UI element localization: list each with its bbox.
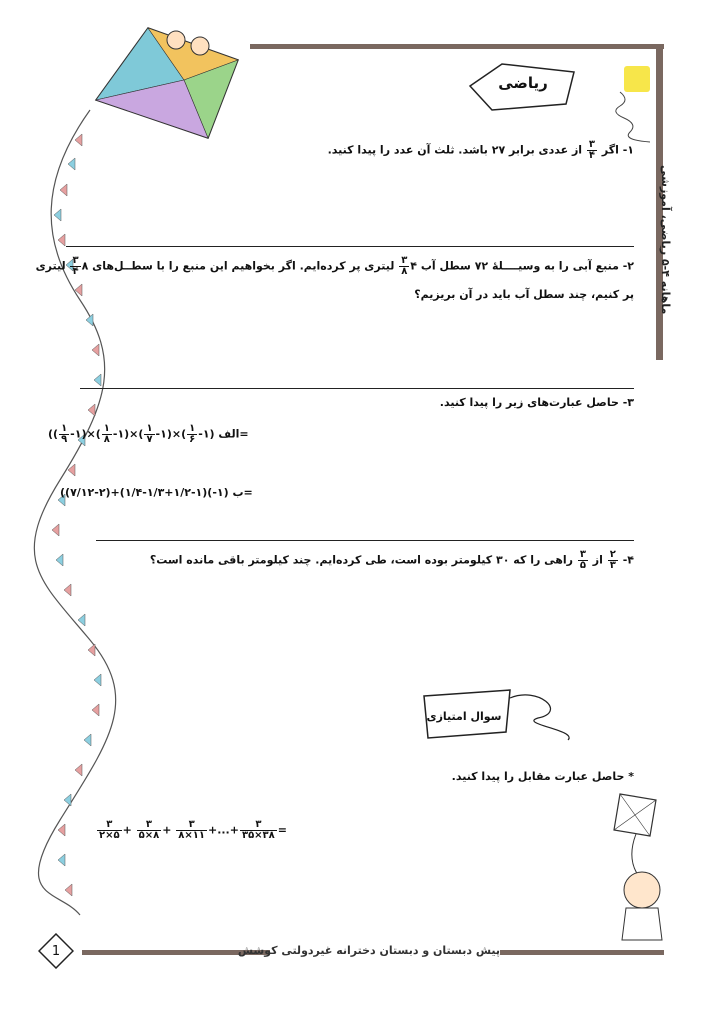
q3-expression-a: (الف (۱- $\frac{۱}{۶}$ )×(۱- $\frac{۱}{۷}$ )×(۱- $\frac{۱}{۸}$ )×(۱- $\frac{۱}{۹}$ )= xyxy=(48,423,249,445)
separator-1 xyxy=(66,246,634,247)
bonus-question: * حاصل عبارت مقابل را پیدا کنید. xyxy=(451,770,634,783)
question-2-line-2: پر کنیم، چند سطل آب باید در آن بریزیم؟ xyxy=(414,288,634,301)
bonus-term-1: $\frac{۳}{۲\times ۵}$ xyxy=(99,819,120,841)
kid-with-kite-icon xyxy=(596,790,672,950)
q1-fraction: $\frac{۳}{۴}$ xyxy=(588,139,596,161)
separator-3 xyxy=(96,540,634,541)
side-title: ماهانه ۴-۵ ریاضی، آموزشی xyxy=(659,165,672,315)
page-number: 1 xyxy=(51,944,61,959)
question-3: ۳- حاصل عبارت‌های زیر را پیدا کنید. xyxy=(439,396,634,409)
q4-fraction-2: $\frac{۳}{۵}$ xyxy=(579,549,586,571)
bonus-badge-label: سوال امتیازی xyxy=(426,710,502,723)
q2-fraction-2: $\frac{۳}{۴}$ xyxy=(72,255,79,277)
kite-tail-icon xyxy=(20,100,130,920)
bonus-term-2: $\frac{۳}{۵\times ۸}$ xyxy=(138,819,160,841)
question-1 xyxy=(327,139,634,161)
curly-string-icon xyxy=(590,88,660,144)
bonus-term-3: $\frac{۳}{۸\times ۱۱}$ xyxy=(178,819,205,841)
q3-expression-b: (ب (۱-)(۱-۱/۲+۱/۳-۱/۴)+(۲-۷/۱۲)= xyxy=(60,486,253,499)
separator-2 xyxy=(80,388,634,389)
subject-title: ریاضی xyxy=(498,74,548,92)
bonus-term-4: $\frac{۳}{۳۵\times ۳۸}$ xyxy=(241,819,275,841)
q1-pre: ۱- اگر xyxy=(601,143,634,157)
bonus-expression: $\frac{۳}{۲\times ۵}$ + $\frac{۳}{۵\times ۸}$ + $\frac{۳}{۸\times ۱۱}$ +...+ $\frac{۳}{۳۵\times ۳۸}$ = xyxy=(99,819,287,841)
q1-post: از عددی برابر ۲۷ باشد. ثلث آن عدد را پیدا کنید. xyxy=(327,143,583,157)
frame-top-border xyxy=(250,44,664,49)
question-4: ۴- $\frac{۲}{۳}$ از $\frac{۳}{۵}$ راهی را که ۳۰ کیلومتر بوده است، طی کرده‌ایم. چند کیلومتر باقی مانده است؟ xyxy=(149,549,634,571)
question-2-line-1: ۲- منبع آبی را به وسیــــلهٔ ۷۲ سطل آب ۴ $\frac{۳}{۸}$ لیتری پر کرده‌ایم. اگر بخواهیم این منبع را با سطــل‌های ۸ $\frac{۳}{۴}$ لیتری xyxy=(35,255,634,277)
q2-fraction-1: $\frac{۳}{۸}$ xyxy=(401,255,408,277)
q4-fraction-1: $\frac{۲}{۳}$ xyxy=(609,549,616,571)
footer-text: پیش دبستان و دبستان دخترانه غیردولتی کوشش xyxy=(237,944,500,957)
